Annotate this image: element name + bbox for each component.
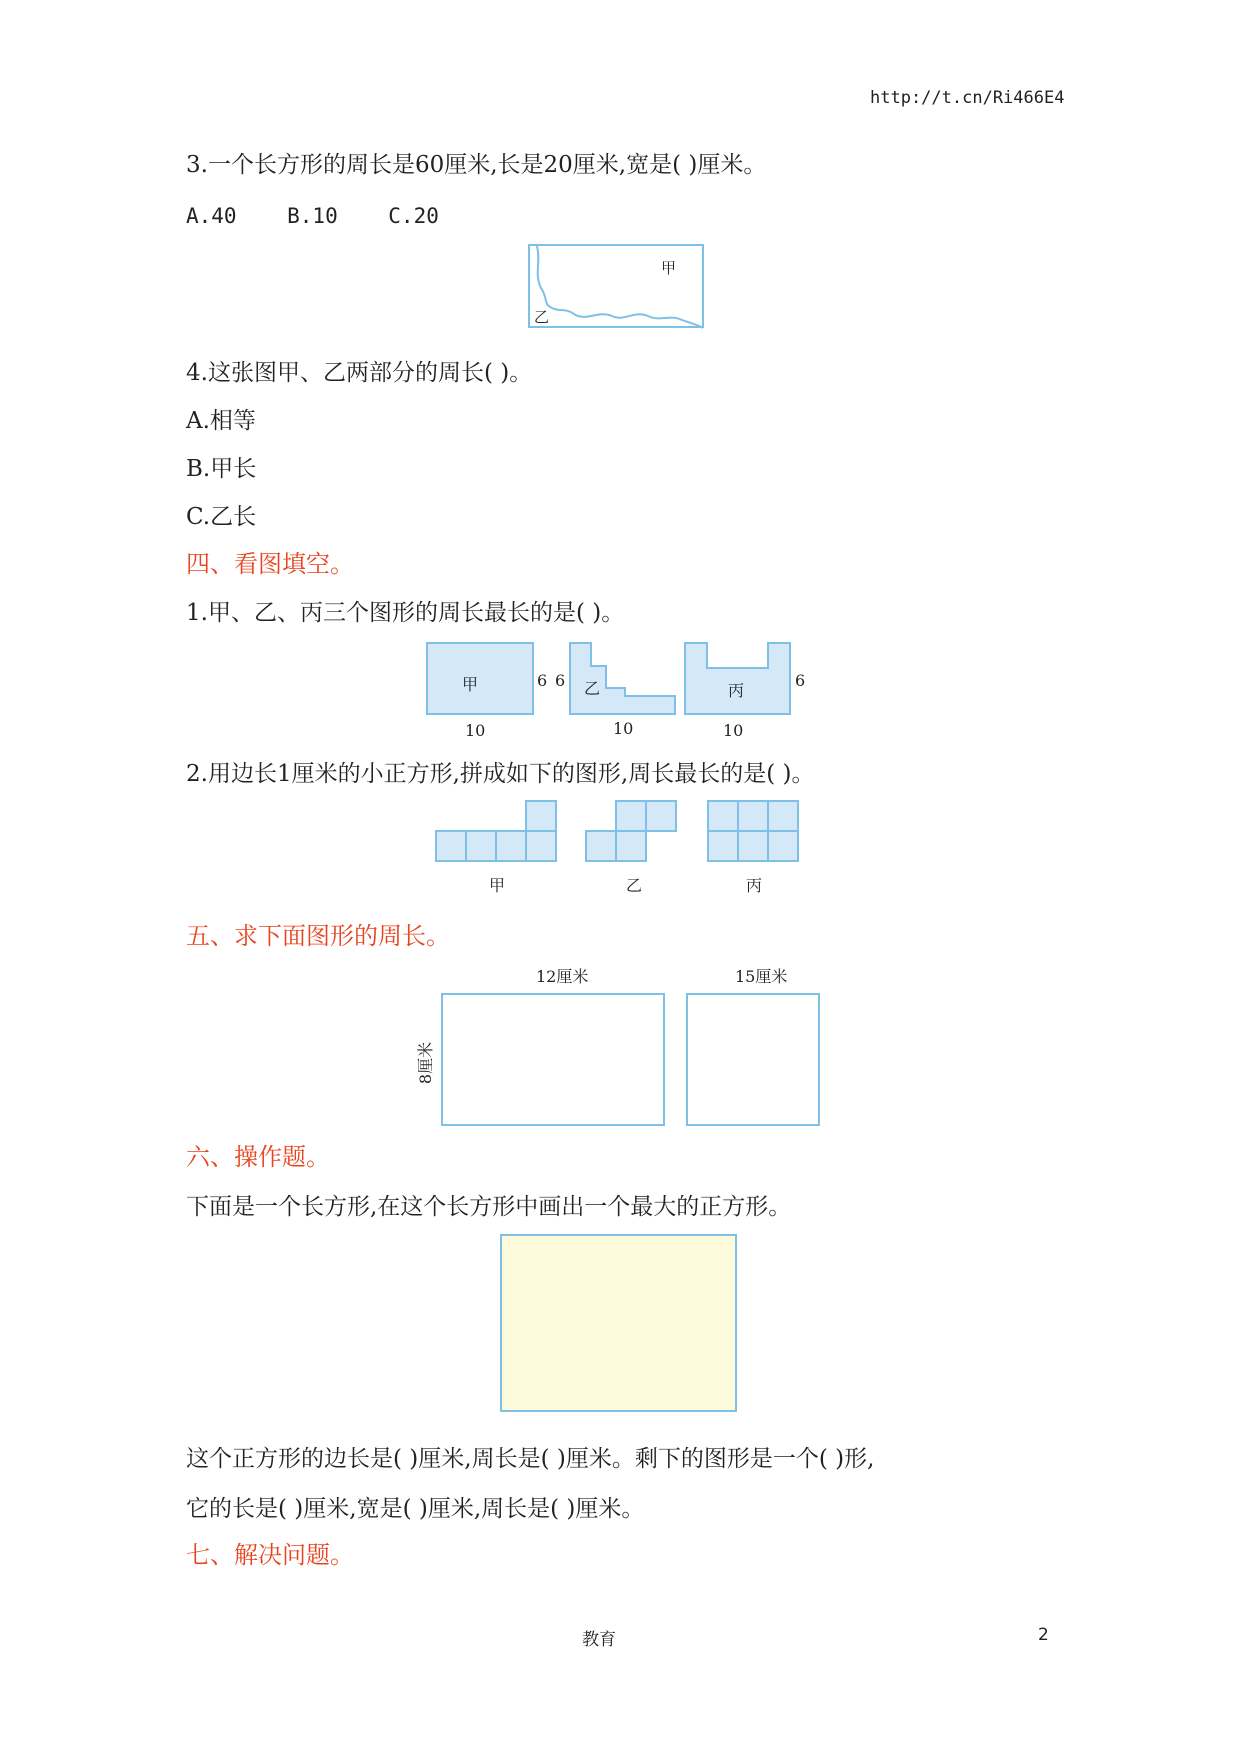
- question-3-options: A.40 B.10 C.20: [186, 204, 439, 228]
- section-6-title: 六、操作题。: [186, 1143, 330, 1171]
- shape-q2-yi-label: 乙: [626, 876, 643, 895]
- shape-bing-height: 6: [795, 671, 806, 690]
- shape-bing-label: 丙: [728, 681, 745, 700]
- section-5-title: 五、求下面图形的周长。: [186, 922, 450, 950]
- shape-q2-yi: [586, 801, 676, 861]
- section-7-title: 七、解决问题。: [186, 1541, 354, 1569]
- drawing-rectangle[interactable]: [500, 1234, 737, 1412]
- section-6-fill-line-2: 它的长是( )厘米,宽是( )厘米,周长是( )厘米。: [186, 1496, 645, 1522]
- shape-jia: [427, 643, 533, 714]
- square-15: [686, 993, 820, 1126]
- shape-bing-width: 10: [723, 721, 744, 740]
- section-4-q1-shapes: [415, 638, 815, 743]
- q4-label-yi: 乙: [534, 308, 550, 326]
- rect-height-label: 8厘米: [416, 1041, 435, 1085]
- shape-q2-bing: [708, 801, 798, 861]
- shape-jia-width: 10: [465, 721, 486, 740]
- section-4-q2-shapes: [428, 800, 818, 900]
- shape-jia-height: 6: [537, 671, 548, 690]
- q4-figure-border: [529, 245, 703, 327]
- shape-bing: [685, 643, 790, 714]
- section-4-q1-stem: 1.甲、乙、丙三个图形的周长最长的是( )。: [186, 600, 625, 626]
- shape-yi-height: 6: [555, 671, 566, 690]
- shape-q2-bing-label: 丙: [746, 876, 763, 895]
- section-4-q2-stem: 2.用边长1厘米的小正方形,拼成如下的图形,周长最长的是( )。: [186, 761, 815, 787]
- header-url: http://t.cn/Ri466E4: [870, 88, 1065, 108]
- question-4-option-c: C.乙长: [186, 504, 257, 530]
- rect-width-label: 12厘米: [536, 967, 589, 986]
- section-4-title: 四、看图填空。: [186, 550, 354, 578]
- shape-jia-label: 甲: [462, 675, 479, 694]
- question-4-stem: 4.这张图甲、乙两部分的周长( )。: [186, 360, 533, 386]
- question-4-option-a: A.相等: [186, 408, 256, 434]
- shape-q2-jia: [436, 801, 556, 861]
- section-6-fill-line-1: 这个正方形的边长是( )厘米,周长是( )厘米。剩下的图形是一个( )形,: [186, 1446, 875, 1472]
- shape-yi-label: 乙: [584, 679, 601, 698]
- shape-q2-jia-label: 甲: [489, 876, 506, 895]
- footer-center: 教育: [582, 1630, 616, 1650]
- page-number: 2: [1038, 1625, 1049, 1645]
- question-3-stem: 3.一个长方形的周长是60厘米,长是20厘米,宽是( )厘米。: [186, 152, 767, 178]
- q4-label-jia: 甲: [661, 259, 677, 277]
- question-4-option-b: B.甲长: [186, 456, 257, 482]
- q4-figure: [528, 244, 705, 330]
- section-6-instruction: 下面是一个长方形,在这个长方形中画出一个最大的正方形。: [186, 1194, 792, 1220]
- square-side-label: 15厘米: [735, 967, 788, 986]
- rect-8x12: [441, 993, 665, 1126]
- shape-yi-width: 10: [613, 719, 634, 738]
